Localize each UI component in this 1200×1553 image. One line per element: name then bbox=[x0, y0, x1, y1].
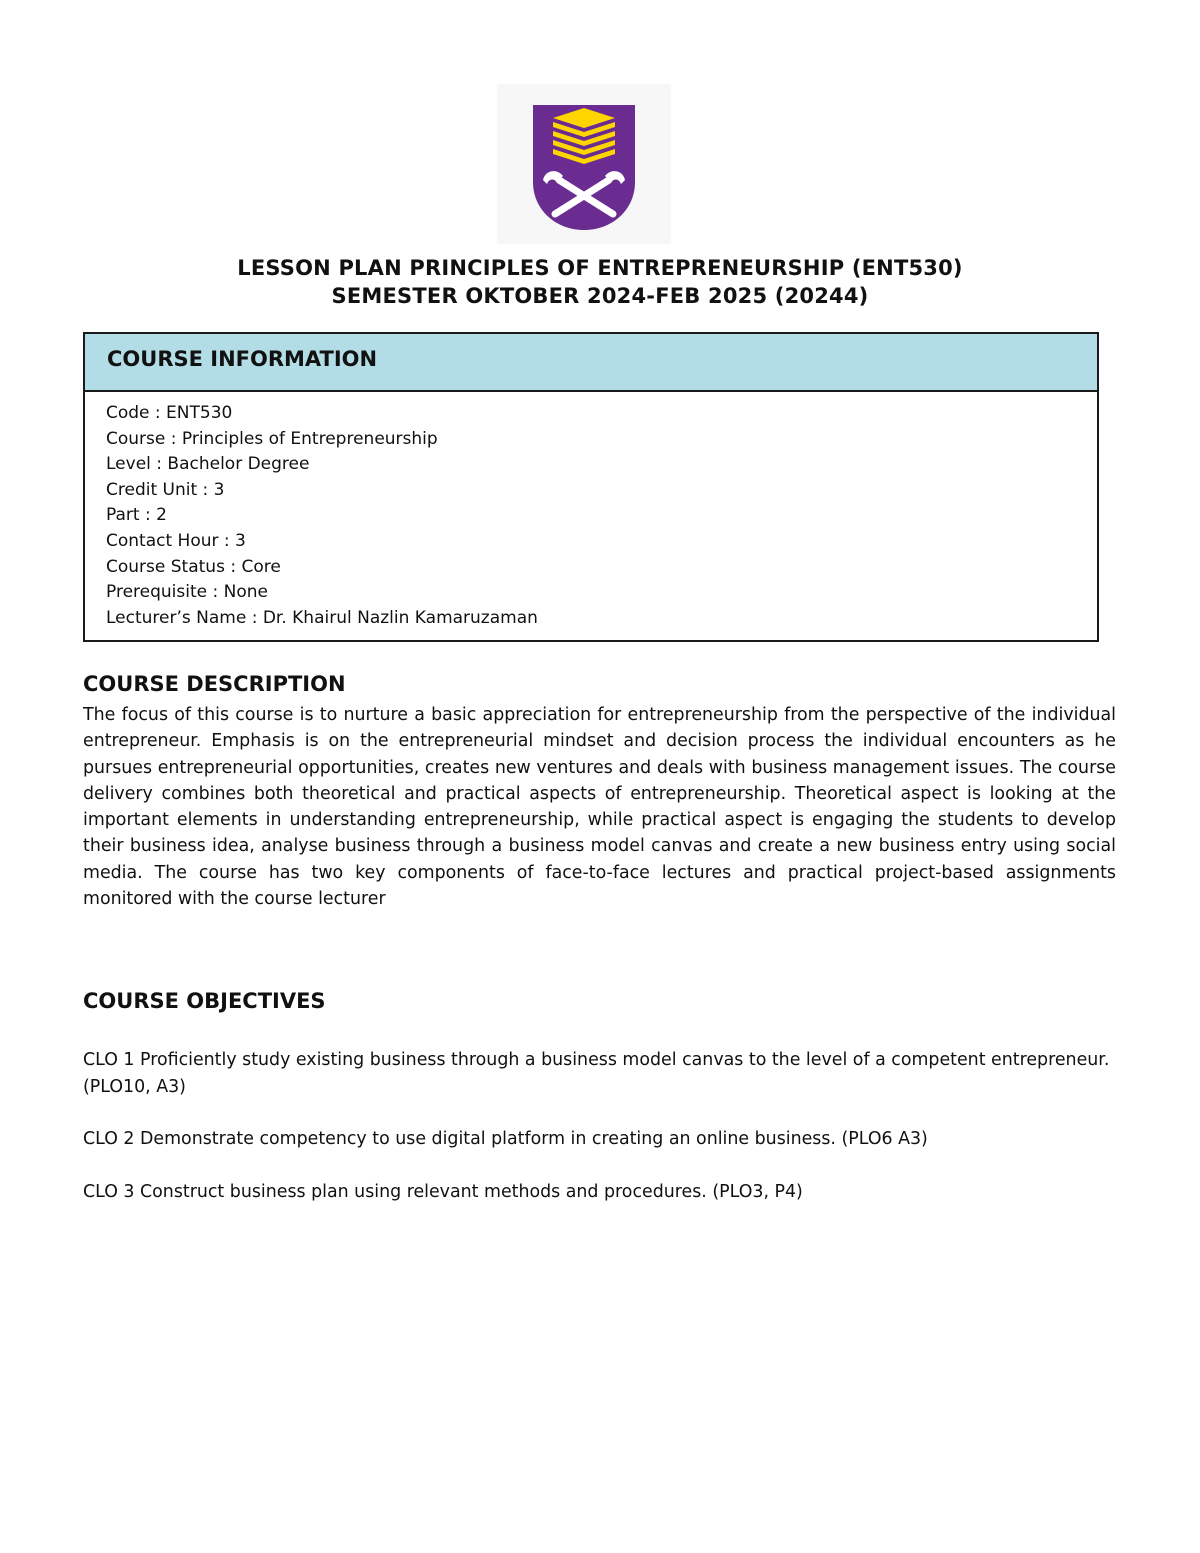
document-title-line1: LESSON PLAN PRINCIPLES OF ENTREPRENEURSHIP (ENT530) bbox=[237, 256, 963, 280]
course-objective-clo2: CLO 2 Demonstrate competency to use digital platform in creating an online business. (PLO6 A3) bbox=[83, 1129, 928, 1149]
info-level: Level : Bachelor Degree bbox=[106, 454, 310, 475]
info-part: Part : 2 bbox=[106, 505, 167, 526]
course-objectives-heading: COURSE OBJECTIVES bbox=[83, 989, 326, 1013]
course-objective-clo1: CLO 1 Proficiently study existing business through a business model canvas to the level of a competent entrepreneur. (PLO10, A3) bbox=[83, 1050, 1110, 1097]
info-code: Code : ENT530 bbox=[106, 403, 233, 423]
info-course-status: Course Status : Core bbox=[106, 556, 281, 577]
course-objective-clo3: CLO 3 Construct business plan using relevant methods and procedures. (PLO3, P4) bbox=[83, 1182, 803, 1202]
info-credit-unit: Credit Unit : 3 bbox=[106, 479, 225, 500]
course-description-text: The focus of this course is to nurture a basic appreciation for entrepreneurship from the perspective of the individual entrepreneur. Emphasis is on the entrepreneurial mindset and decision process the individual encounters as he pursues entrepreneurial opportunities, creates new ventures and deals with business management issues. The course delivery combines both theoretical and practical aspects of entrepreneurship. Theoretical aspect is looking at the important elements in understanding entrepreneurship, while practical aspect is engaging the students to develop their business idea, analyse business through a business model canvas and create a new business entry using social media. The course has two key components of face-to-face lectures and practical project-based assignments monitored with the course lecturer bbox=[83, 705, 1116, 910]
document-title-line2: SEMESTER OKTOBER 2024-FEB 2025 (20244) bbox=[331, 284, 869, 308]
university-crest-logo bbox=[497, 84, 671, 244]
info-course: Course : Principles of Entrepreneurship bbox=[106, 428, 438, 449]
course-information-box bbox=[83, 332, 1099, 642]
info-lecturer-name: Lecturer’s Name : Dr. Khairul Nazlin Kamaruzaman bbox=[106, 607, 538, 628]
info-prerequisite: Prerequisite : None bbox=[106, 582, 268, 603]
course-information-list bbox=[85, 392, 1097, 631]
info-contact-hour: Contact Hour : 3 bbox=[106, 530, 246, 551]
course-description-heading: COURSE DESCRIPTION bbox=[83, 672, 346, 696]
course-information-heading: COURSE INFORMATION bbox=[85, 334, 1097, 392]
